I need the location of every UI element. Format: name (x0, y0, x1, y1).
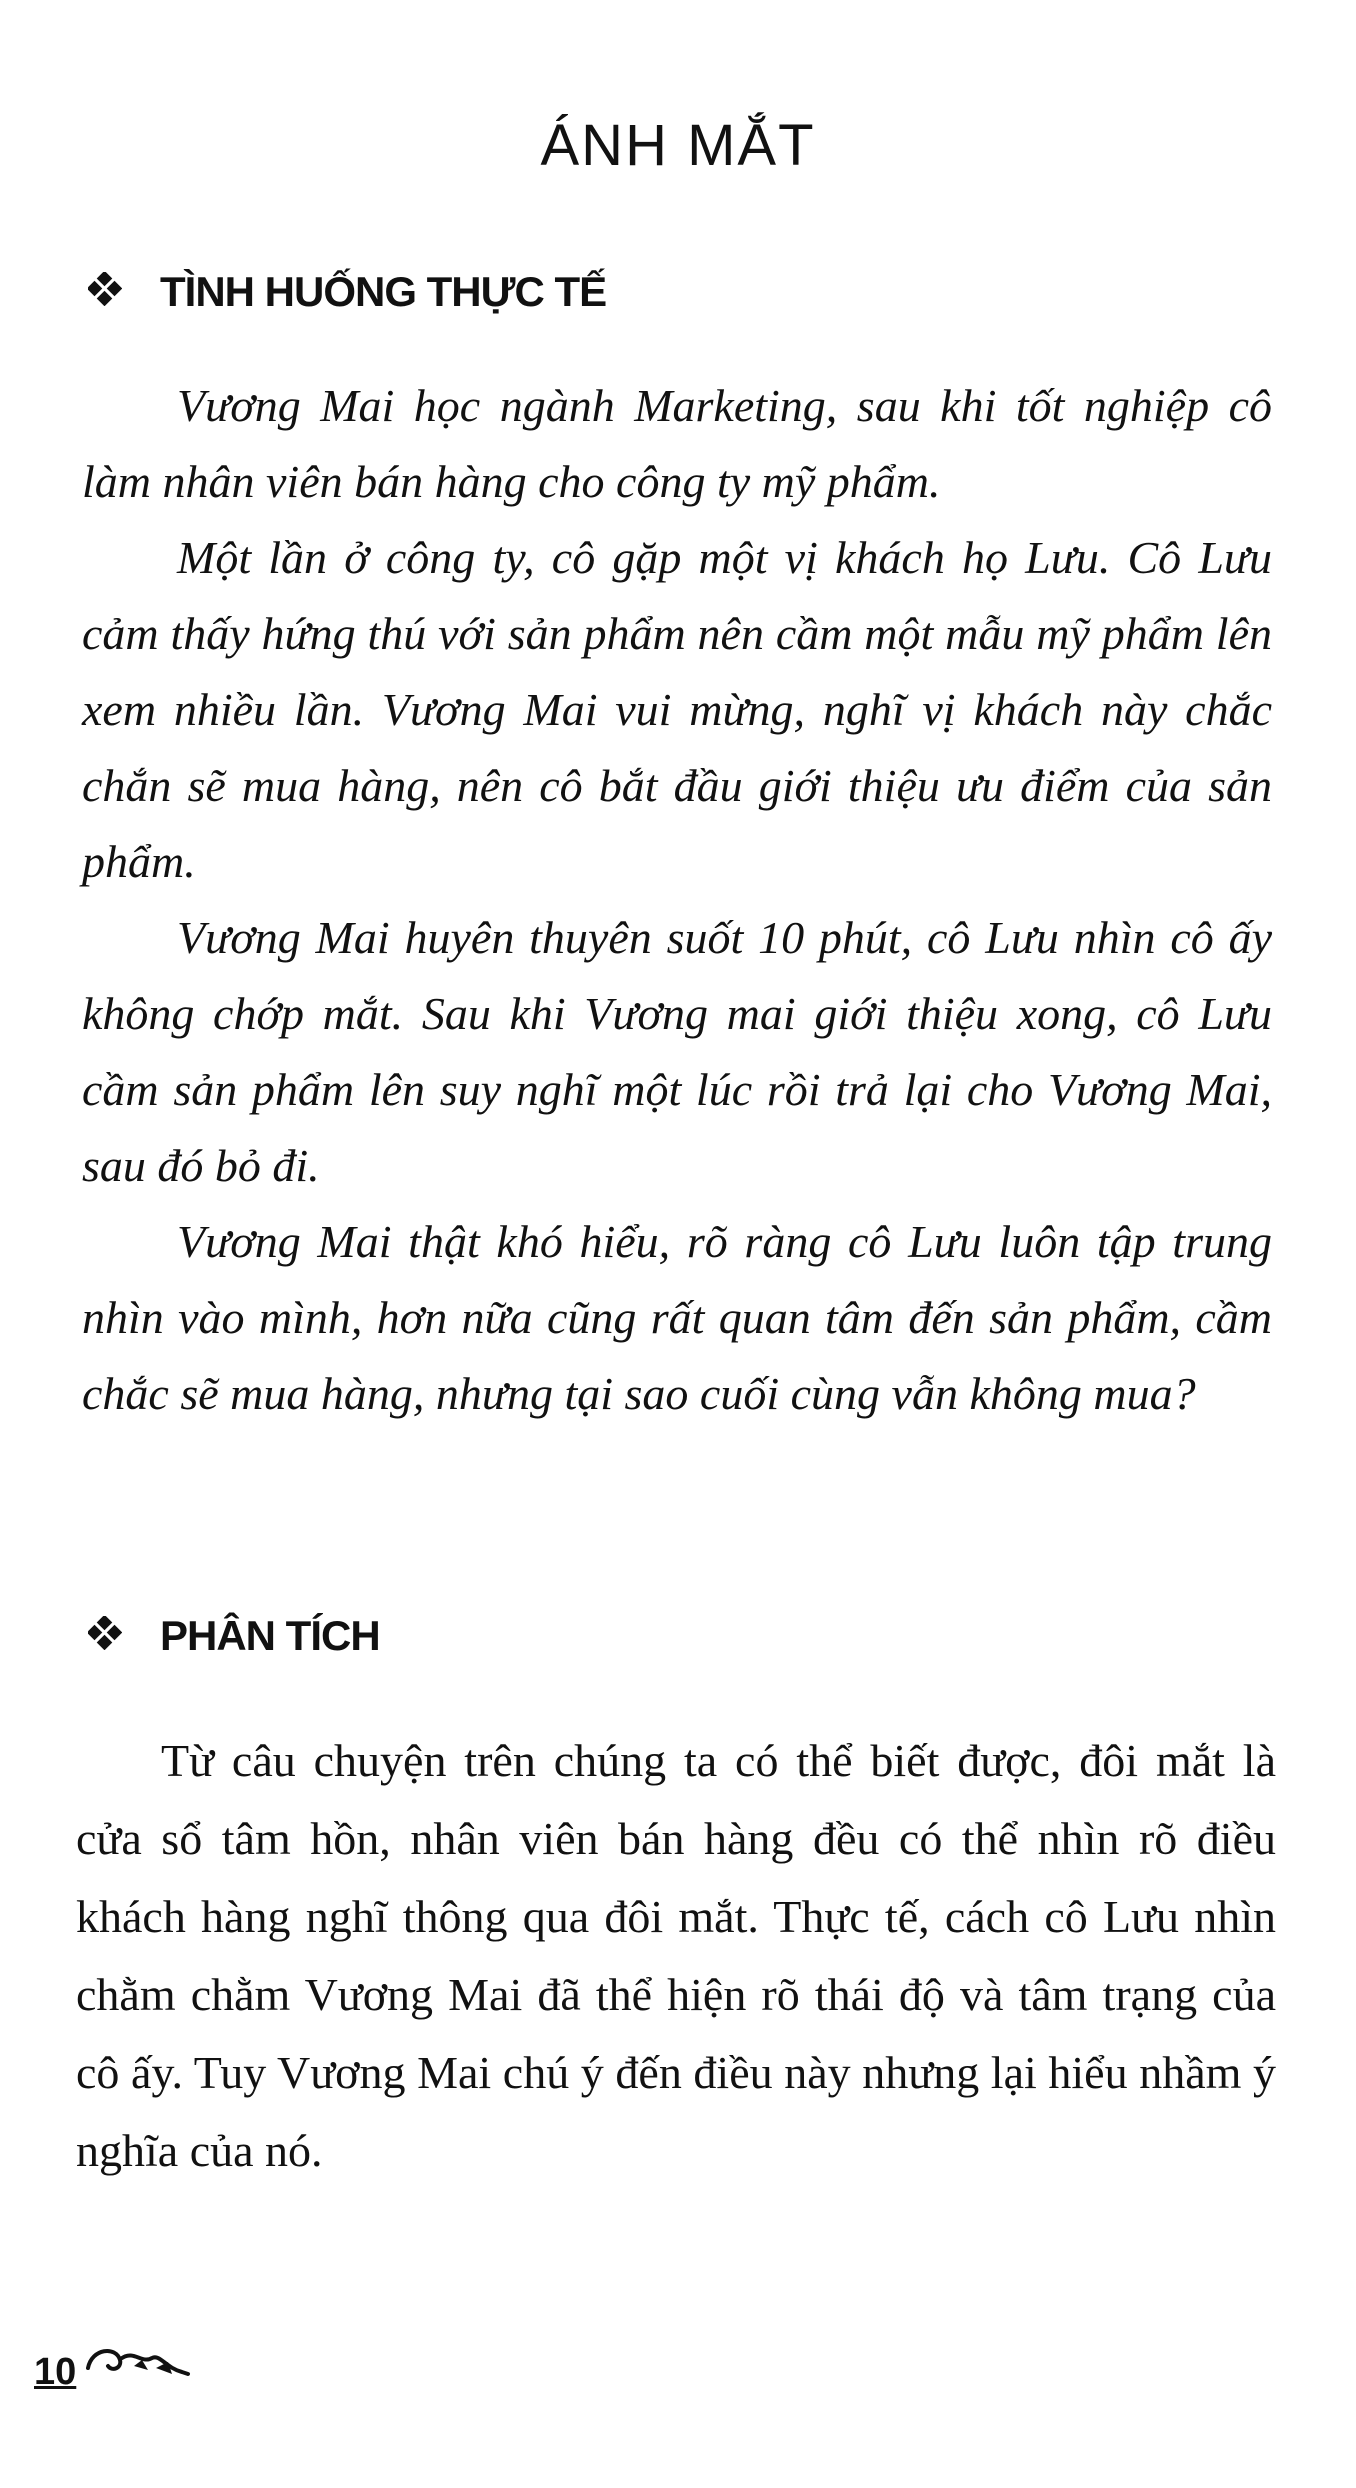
paragraph: Vương Mai thật khó hiểu, rõ ràng cô Lưu luôn tập trung nhìn vào mình, hơn nữa cũng rất quan tâm đến sản phẩm, cầm chắc sẽ mua hàng, nhưng tại sao cuối cùng vẫn không mua? (82, 1216, 1272, 1419)
paragraph: Từ câu chuyện trên chúng ta có thể biết được, đôi mắt là cửa sổ tâm hồn, nhân viên bán hàng đều có thể nhìn rõ điều khách hàng nghĩ thông qua đôi mắt. Thực tế, cách cô Lưu nhìn chằm chằm Vương Mai đã thể hiện rõ thái độ và tâm trạng của cô ấy. Tuy Vương Mai chú ý đến điều này nhưng lại hiểu nhầm ý nghĩa của nó. (76, 1735, 1276, 2176)
decorative-ornament-icon (82, 2338, 192, 2394)
section-heading-label: TÌNH HUỐNG THỰC TẾ (160, 268, 607, 315)
situation-body (82, 368, 1272, 1432)
section-heading-analysis (88, 1612, 380, 1660)
diamond-bullet-icon (88, 272, 122, 312)
section-heading-label: PHÂN TÍCH (160, 1612, 380, 1659)
paragraph: Một lần ở công ty, cô gặp một vị khách họ Lưu. Cô Lưu cảm thấy hứng thú với sản phẩm nên cầm một mẫu mỹ phẩm lên xem nhiều lần. Vương Mai vui mừng, nghĩ vị khách này chắc chắn sẽ mua hàng, nên cô bắt đầu giới thiệu ưu điểm của sản phẩm. (82, 532, 1272, 887)
page-title: ÁNH MẮT (540, 113, 816, 178)
paragraph: Vương Mai học ngành Marketing, sau khi tốt nghiệp cô làm nhân viên bán hàng cho công ty mỹ phẩm. (82, 380, 1272, 507)
analysis-body (76, 1722, 1276, 2190)
diamond-bullet-icon (88, 1616, 122, 1656)
page-number: 10 (34, 2351, 77, 2393)
paragraph: Vương Mai huyên thuyên suốt 10 phút, cô Lưu nhìn cô ấy không chớp mắt. Sau khi Vương mai giới thiệu xong, cô Lưu cầm sản phẩm lên suy nghĩ một lúc rồi trả lại cho Vương Mai, sau đó bỏ đi. (82, 912, 1272, 1191)
page-footer (34, 2338, 192, 2394)
section-heading-situation (88, 268, 606, 316)
